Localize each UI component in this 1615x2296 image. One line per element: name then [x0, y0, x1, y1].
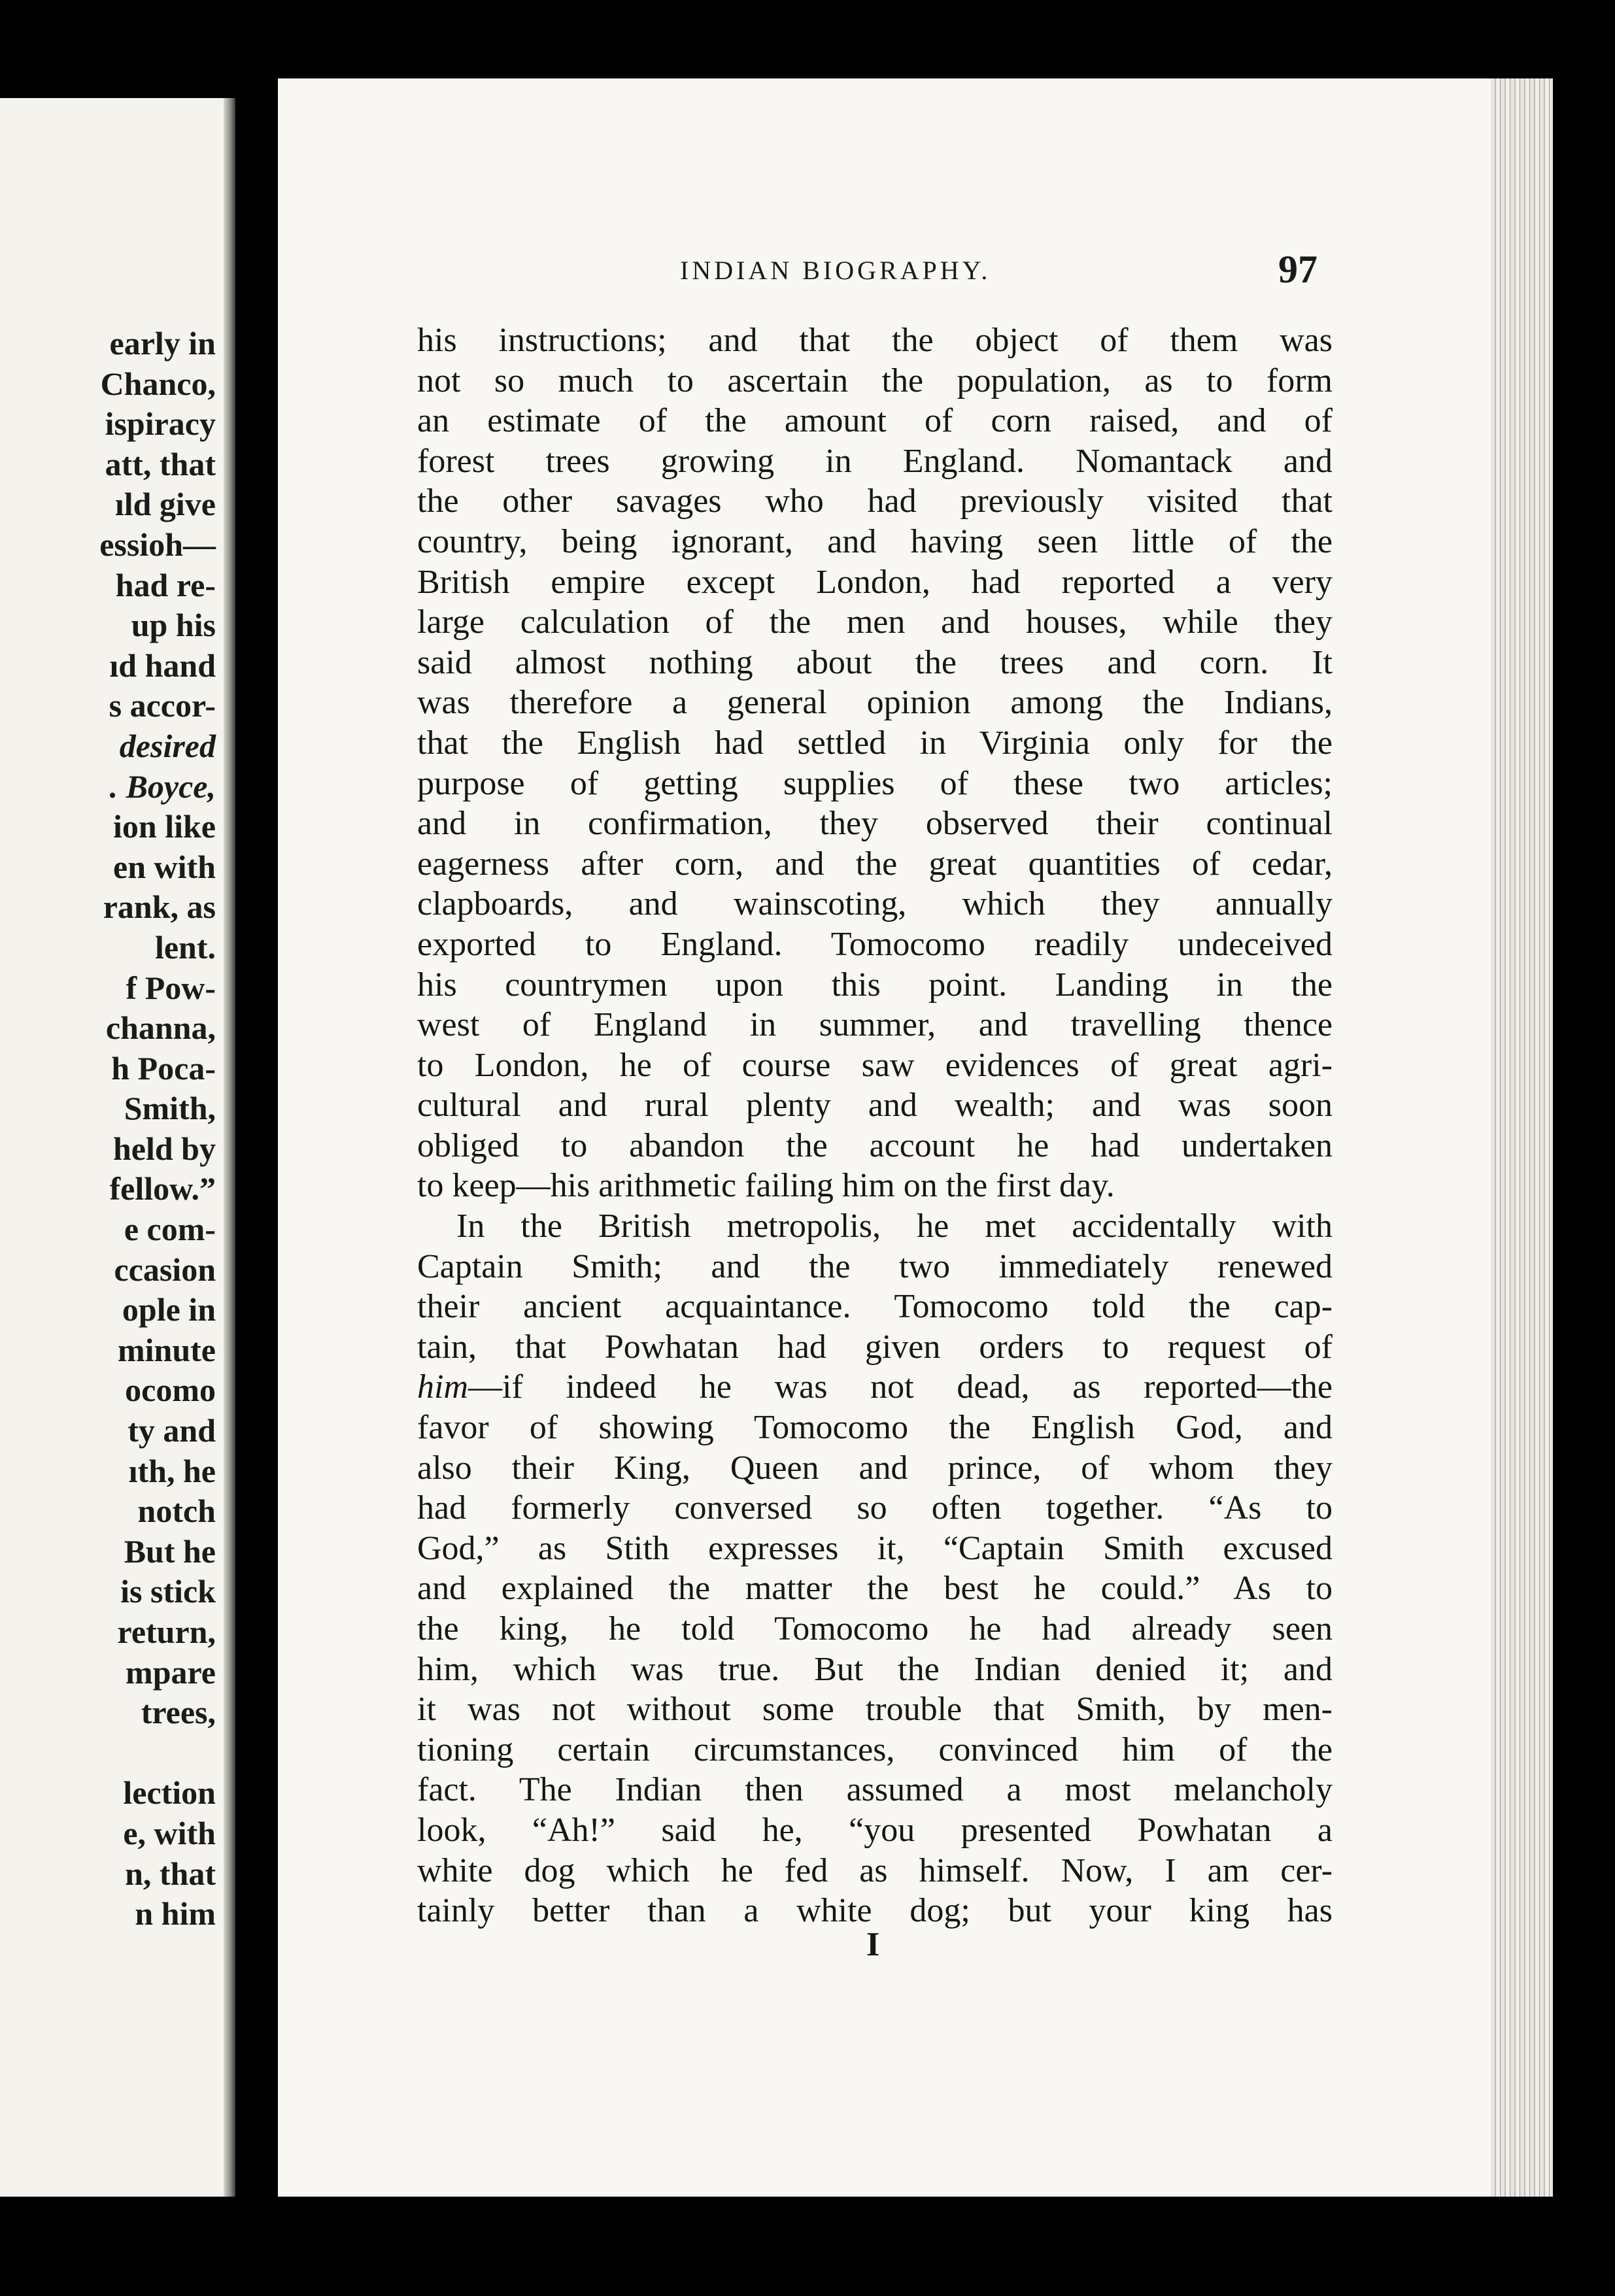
- page-number: 97: [1278, 248, 1318, 291]
- italic-word: him: [417, 1368, 468, 1406]
- left-page-line: notch: [137, 1493, 216, 1530]
- text-line: obliged to abandon the account he had undertaken: [417, 1126, 1333, 1164]
- text-line: that the English had settled in Virginia only for the: [417, 724, 1333, 762]
- left-page-text-column: [99, 324, 216, 1934]
- text-line: look, “Ah!” said he, “you presented Powhatan a: [417, 1811, 1333, 1849]
- book-gutter: [224, 98, 235, 2197]
- text-line: not so much to ascertain the population, as to form: [417, 362, 1333, 399]
- text-line: him—if indeed he was not dead, as reported—the: [417, 1368, 1333, 1406]
- left-page-line: is stick: [120, 1573, 216, 1610]
- left-page-line: rank, as: [103, 888, 216, 926]
- text-line: purpose of getting supplies of these two articles;: [417, 764, 1333, 802]
- text-line: said almost nothing about the trees and corn. It: [417, 643, 1333, 681]
- text-line: British empire except London, had reported a very: [417, 563, 1333, 601]
- text-line: favor of showing Tomocomo the English God, and: [417, 1409, 1333, 1447]
- left-page-line: essioh—: [99, 526, 216, 563]
- left-page-line: ccasion: [114, 1251, 216, 1288]
- right-page: [278, 78, 1553, 2197]
- text-line: large calculation of the men and houses, while they: [417, 603, 1333, 641]
- left-page-line: . Boyce,: [109, 768, 216, 805]
- left-page-line: n him: [135, 1895, 216, 1933]
- text-line: to keep—his arithmetic failing him on the first day.: [417, 1167, 1115, 1205]
- text-line: his countrymen upon this point. Landing in the: [417, 966, 1333, 1004]
- text-line: had formerly conversed so often together. “As to: [417, 1489, 1333, 1527]
- text-line: clapboards, and wainscoting, which they annually: [417, 885, 1333, 923]
- left-page-line: return,: [117, 1613, 216, 1650]
- left-page-line: lection: [123, 1774, 216, 1812]
- text-line: and in confirmation, they observed their continual: [417, 805, 1333, 843]
- text-line: also their King, Queen and prince, of whom they: [417, 1449, 1333, 1487]
- left-page-line: mpare: [126, 1653, 216, 1691]
- text-line: eagerness after corn, and the great quantities of cedar,: [417, 845, 1333, 883]
- page-edges: [1491, 78, 1553, 2197]
- text-line: forest trees growing in England. Nomantack and: [417, 442, 1333, 480]
- text-line: fact. The Indian then assumed a most melancholy: [417, 1771, 1333, 1809]
- left-page-line: [99, 1733, 216, 1774]
- text-line: country, being ignorant, and having seen little of the: [417, 522, 1333, 560]
- left-facing-page: [0, 98, 235, 2197]
- left-page-line: held by: [112, 1130, 216, 1167]
- left-page-line: att, that: [105, 445, 216, 482]
- left-page-line: h Poca-: [111, 1049, 216, 1087]
- left-page-line: s accor-: [109, 687, 216, 724]
- left-page-line: ıd hand: [109, 647, 216, 684]
- left-page-line: Smith,: [124, 1090, 216, 1127]
- text-line: west of England in summer, and travelling thence: [417, 1006, 1333, 1044]
- left-page-line: early in: [109, 325, 216, 362]
- text-line: tainly better than a white dog; but your king has: [417, 1892, 1333, 1930]
- left-page-line: channa,: [105, 1009, 216, 1047]
- left-page-line: up his: [131, 607, 216, 644]
- text-line: cultural and rural plenty and wealth; and was soon: [417, 1087, 1333, 1124]
- left-page-line: But he: [124, 1532, 216, 1570]
- left-page-line: fellow.”: [109, 1170, 216, 1207]
- left-page-line: ty and: [128, 1412, 216, 1449]
- running-head-title: INDIAN BIOGRAPHY.: [680, 256, 991, 285]
- text-line: Captain Smith; and the two immediately renewed: [417, 1247, 1333, 1285]
- text-line: tain, that Powhatan had given orders to request of: [417, 1328, 1333, 1366]
- left-page-line: f Pow-: [126, 969, 216, 1006]
- text-line: In the British metropolis, he met accidentally with: [456, 1207, 1333, 1245]
- left-page-line: ıth, he: [128, 1452, 216, 1489]
- text-line: tioning certain circumstances, convinced him of the: [417, 1730, 1333, 1768]
- text-line: his instructions; and that the object of them was: [417, 322, 1333, 359]
- text-line: was therefore a general opinion among the Indians,: [417, 684, 1333, 722]
- left-page-line: had re-: [115, 566, 216, 603]
- text-line: exported to England. Tomocomo readily undeceived: [417, 925, 1333, 963]
- left-page-line: trees,: [141, 1694, 216, 1731]
- signature-mark: I: [866, 1926, 880, 1963]
- text-line: it was not without some trouble that Smith, by men-: [417, 1691, 1333, 1729]
- text-line: an estimate of the amount of corn raised, and of: [417, 402, 1333, 440]
- left-page-line: ıld give: [114, 486, 216, 523]
- left-page-line: Chanco,: [100, 365, 216, 402]
- left-page-line: ion like: [113, 808, 216, 845]
- left-page-line: e, with: [123, 1814, 216, 1851]
- body-text: [417, 320, 1333, 1931]
- text-line: their ancient acquaintance. Tomocomo told the cap-: [417, 1288, 1333, 1326]
- left-page-line: minute: [118, 1331, 216, 1368]
- text-line: the king, he told Tomocomo he had already seen: [417, 1610, 1333, 1647]
- left-page-line: desired: [119, 727, 216, 764]
- left-page-line: lent.: [154, 928, 216, 966]
- text-line: him, which was true. But the Indian denied it; and: [417, 1650, 1333, 1688]
- left-page-line: ispiracy: [105, 405, 216, 443]
- text-line: to London, he of course saw evidences of great agri-: [417, 1046, 1333, 1084]
- left-page-line: e com-: [124, 1211, 216, 1248]
- left-page-line: en with: [113, 848, 216, 885]
- text-line: and explained the matter the best he could.” As to: [417, 1570, 1333, 1608]
- text-line: God,” as Stith expresses it, “Captain Smith excused: [417, 1529, 1333, 1567]
- left-page-line: n, that: [125, 1855, 216, 1892]
- left-page-line: ople in: [122, 1291, 216, 1328]
- text-line: white dog which he fed as himself. Now, I am cer-: [417, 1851, 1333, 1889]
- left-page-line: ocomo: [125, 1372, 216, 1409]
- text-line: the other savages who had previously visited that: [417, 482, 1333, 520]
